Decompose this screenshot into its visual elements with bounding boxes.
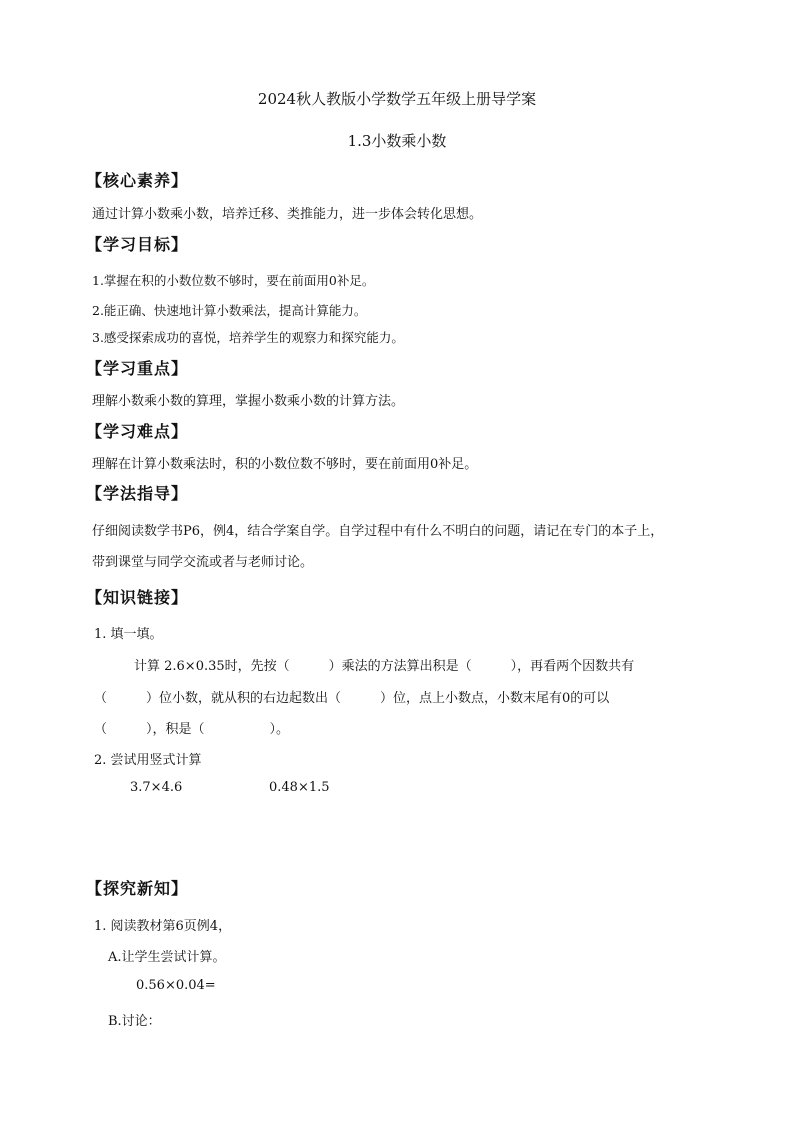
vertical-calc-expression: 3.7×4.6 bbox=[130, 780, 183, 795]
core-literacy-text: 通过计算小数乘小数，培养迁移、类推能力，进一步体会转化思想。 bbox=[92, 207, 483, 222]
key-points-text: 理解小数乘小数的算理，掌握小数乘小数的计算方法。 bbox=[92, 394, 405, 409]
question-2-label: 2. 尝试用竖式计算 bbox=[94, 753, 202, 768]
explore-part-a: A.让学生尝试计算。 bbox=[108, 950, 226, 965]
difficulties-heading: 【学习难点】 bbox=[86, 422, 189, 441]
knowledge-link-heading: 【知识链接】 bbox=[86, 588, 189, 607]
objective-item: 1.掌握在积的小数位数不够时，要在前面用0补足。 bbox=[92, 273, 375, 288]
method-guide-heading: 【学法指导】 bbox=[86, 484, 189, 503]
difficulties-text: 理解在计算小数乘法时，积的小数位数不够时，要在前面用0补足。 bbox=[92, 457, 478, 472]
objective-item: 2.能正确、快速地计算小数乘法，提高计算能力。 bbox=[92, 303, 367, 318]
vertical-calc-expression: 0.48×1.5 bbox=[269, 780, 330, 795]
method-guide-line: 带到课堂与同学交流或者与老师讨论。 bbox=[92, 555, 314, 570]
lesson-subtitle: 1.3小数乘小数 bbox=[347, 132, 447, 150]
explore-heading: 【探究新知】 bbox=[86, 879, 189, 898]
explore-question-1: 1. 阅读教材第6页例4， bbox=[94, 919, 232, 934]
core-literacy-heading: 【核心素养】 bbox=[86, 171, 189, 190]
fill-blank-line: （ ），积是（ ）。 bbox=[94, 722, 290, 737]
question-1-label: 1. 填一填。 bbox=[94, 627, 163, 642]
method-guide-line: 仔细阅读数学书P6，例4，结合学案自学。自学过程中有什么不明白的问题，请记在专门的本子上， bbox=[92, 524, 664, 539]
fill-blank-line: （ ）位小数，就从积的右边起数出（ ）位，点上小数点，小数末尾有0的可以 bbox=[94, 691, 610, 706]
objectives-heading: 【学习目标】 bbox=[86, 235, 189, 254]
fill-blank-line: 计算 2.6×0.35时，先按（ ）乘法的方法算出积是（ ），再看两个因数共有 bbox=[134, 659, 635, 674]
explore-part-b: B.讨论： bbox=[108, 1014, 161, 1029]
explore-expression: 0.56×0.04= bbox=[136, 978, 216, 993]
document-title: 2024秋人教版小学数学五年级上册导学案 bbox=[257, 90, 537, 108]
key-points-heading: 【学习重点】 bbox=[86, 359, 189, 378]
objective-item: 3.感受探索成功的喜悦，培养学生的观察力和探究能力。 bbox=[92, 330, 404, 345]
